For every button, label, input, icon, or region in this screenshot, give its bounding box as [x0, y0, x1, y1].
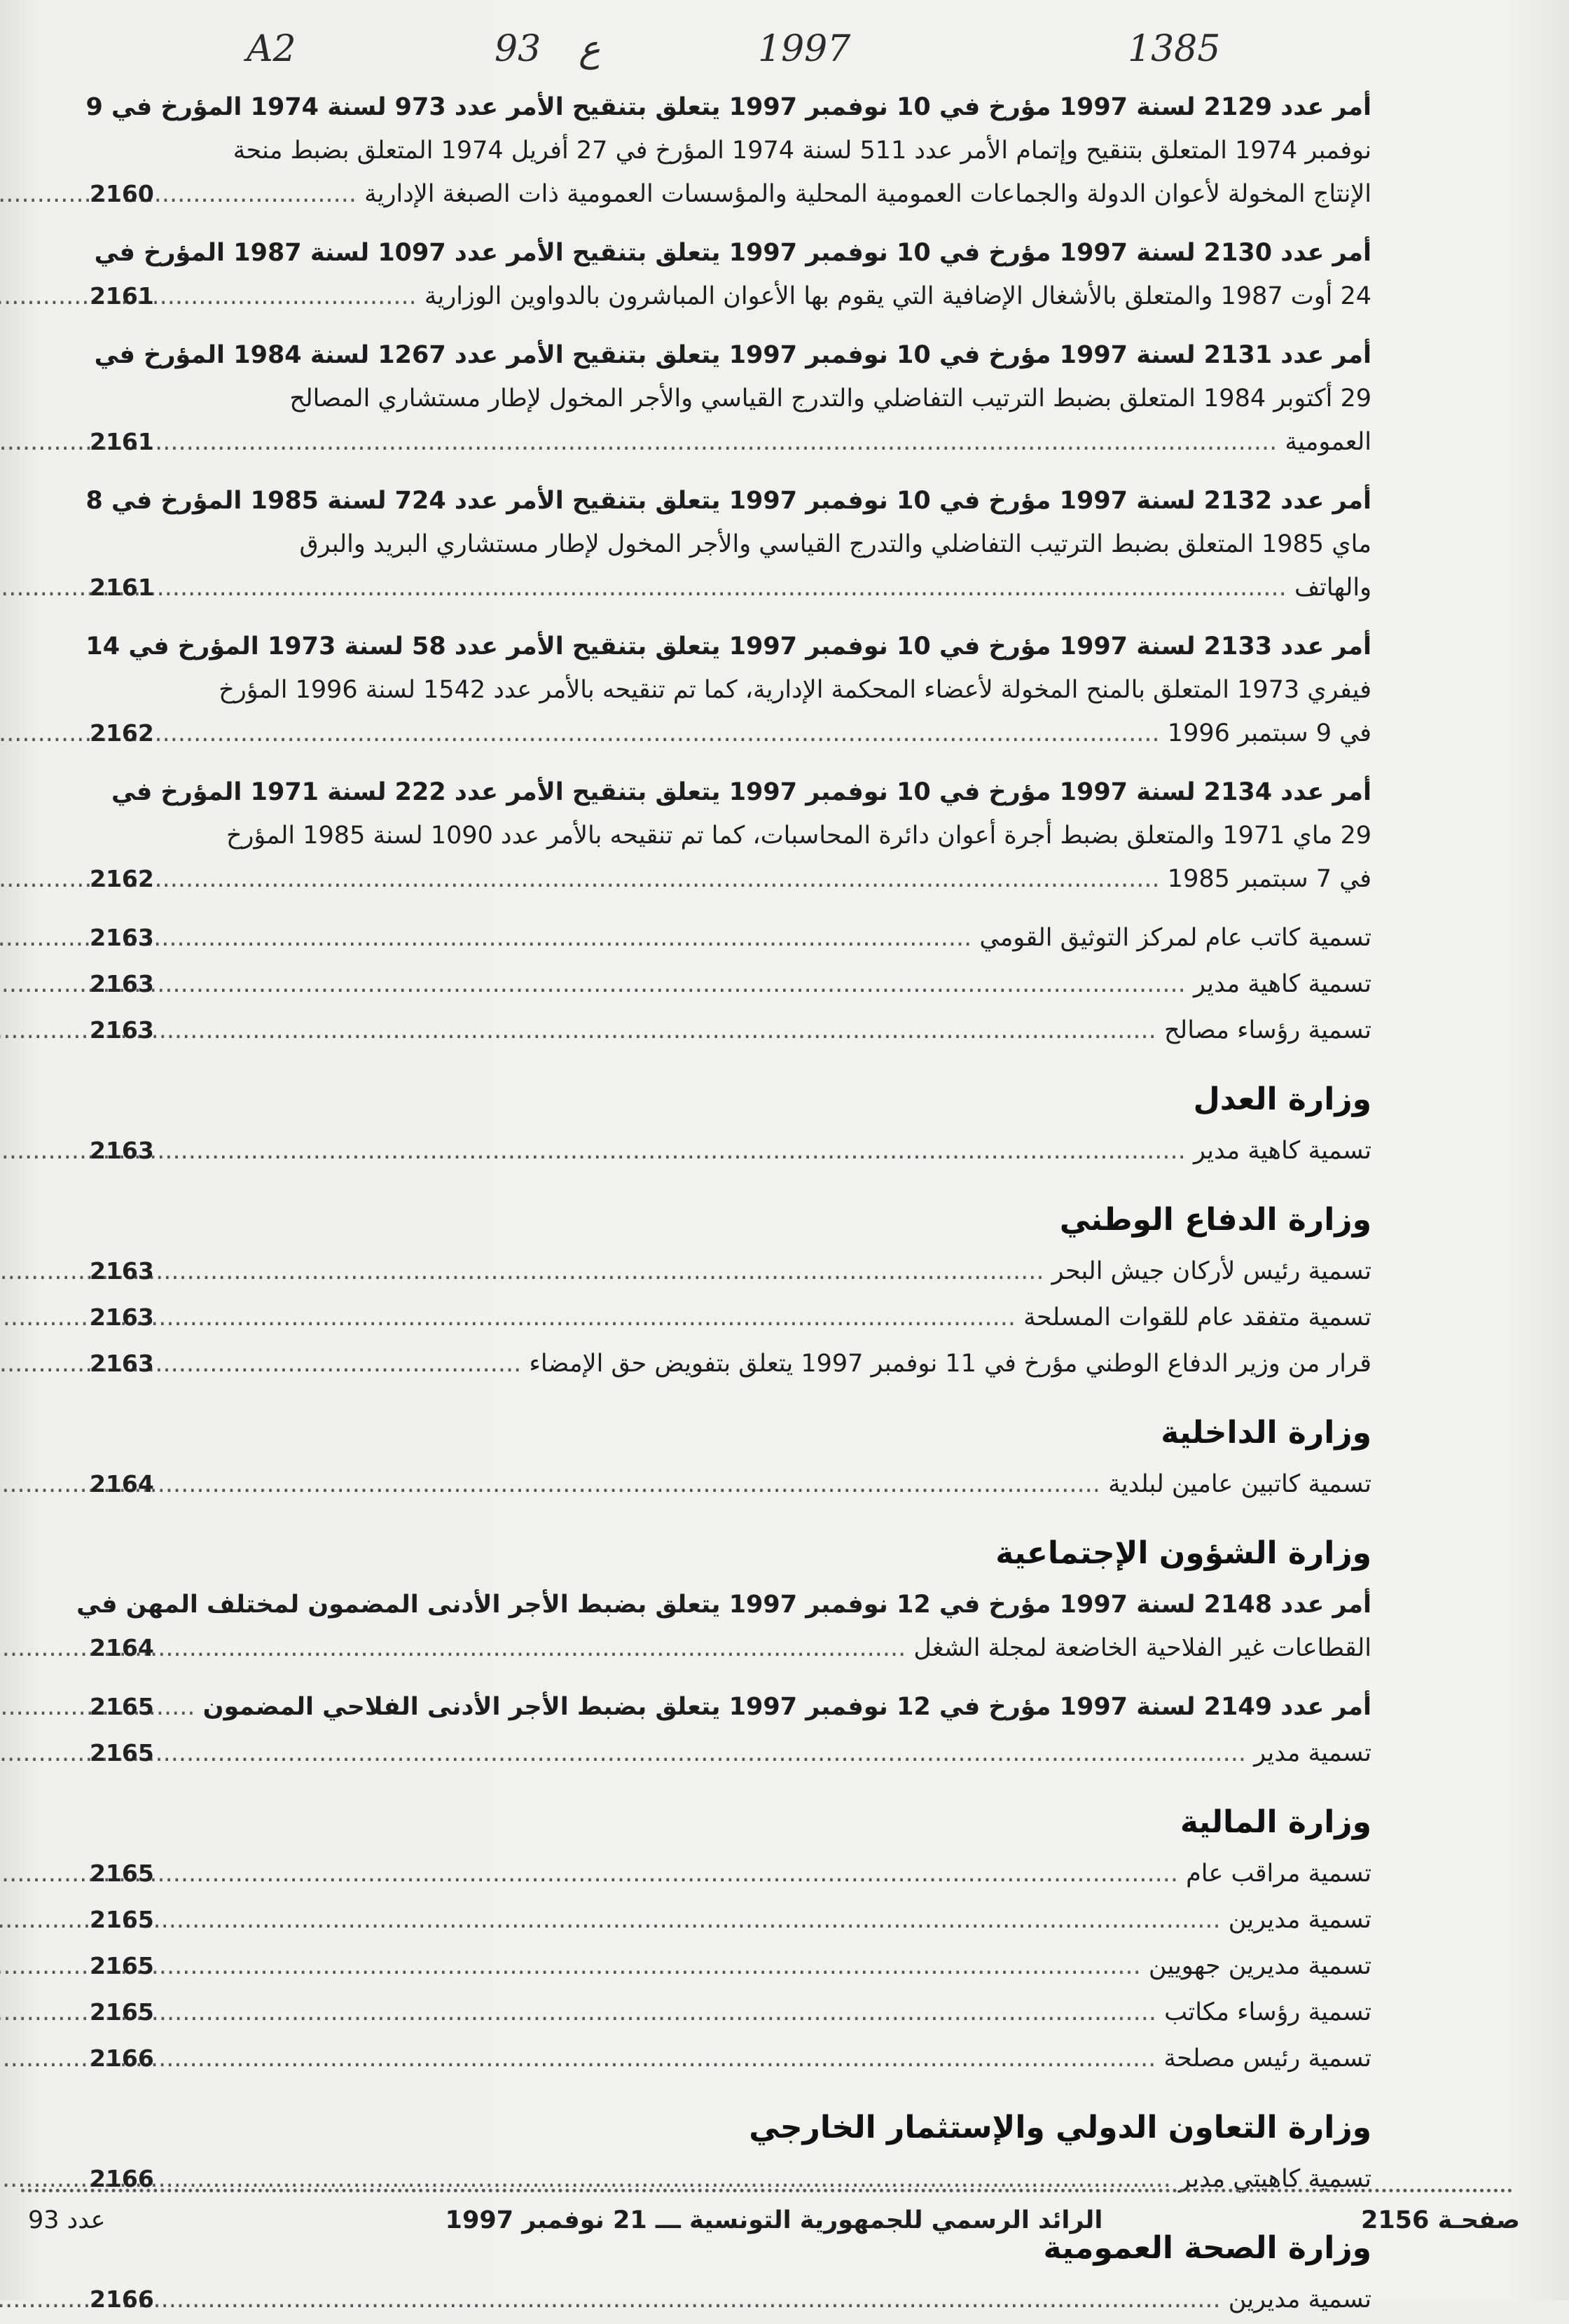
entry-text-line: تسمية كاهيتي مدير ..... [202, 2157, 1371, 2201]
entry-text-line: تسمية مديرين ..... [202, 2278, 1371, 2321]
ministry-heading: وزارة الصحة العمومية [1043, 2230, 1371, 2266]
page-number: 2163 [90, 1257, 154, 1285]
page-number: 2160 [90, 180, 154, 207]
footer-page-number: صفحـة 2156 [1360, 2206, 1520, 2234]
entry-text-line: أمر عدد 2131 لسنة 1997 مؤرخ في 10 نوفمبر 1997 يتعلق بتنقيح الأمر عدد 1267 لسنة 1984 المؤرخ في [94, 341, 1371, 369]
page-footer [28, 2206, 1520, 2248]
handwritten-note-number: 93 [495, 28, 541, 70]
entry-text-line: 29 ماي 1971 والمتعلق بضبط أجرة أعوان دائرة المحاسبات، كما تم تنقيحه بالأمر عدد 1090 لسنة 1985 المؤرخ [226, 822, 1371, 850]
toc-entry [90, 1731, 1371, 1778]
entry-text-line: تسمية رؤساء مصالح ..... [202, 1009, 1371, 1052]
toc-entry [90, 1342, 1371, 1388]
toc-entry [85, 85, 1371, 216]
toc-entry [90, 2037, 1371, 2083]
entry-text-line: أمر عدد 2133 لسنة 1997 مؤرخ في 10 نوفمبر 1997 يتعلق بتنقيح الأمر عدد 58 لسنة 1973 المؤرخ في 14 [85, 632, 1371, 660]
handwritten-note-left: A2 [247, 28, 296, 70]
entry-text-line: أمر عدد 2134 لسنة 1997 مؤرخ في 10 نوفمبر 1997 يتعلق بتنقيح الأمر عدد 222 لسنة 1971 المؤرخ في [111, 778, 1371, 806]
toc-entry [90, 1462, 1371, 1509]
page-number: 2164 [90, 1634, 154, 1661]
toc-entry [90, 333, 1371, 464]
toc-entry [76, 1583, 1371, 1670]
page-number: 2163 [90, 1137, 154, 1164]
page-number: 2165 [90, 1998, 154, 2026]
entry-text-line: تسمية مديرين ..... [202, 1898, 1371, 1942]
toc-entry [90, 1852, 1371, 1898]
entry-text-line: تسمية كاتبين عامين لبلدية ..... [202, 1462, 1371, 1506]
entry-text-line: تسمية مدير ..... [202, 1731, 1371, 1775]
toc-entry [90, 1129, 1371, 1175]
toc-entry [90, 1944, 1371, 1991]
toc-entry [90, 962, 1371, 1009]
footer-publication-title: الرائد الرسمي للجمهورية التونسية ـــ 21 نوفمبر 1997 [445, 2206, 1103, 2234]
page-number: 2166 [90, 2165, 154, 2192]
entry-text-line: القطاعات غير الفلاحية الخاضعة لمجلة الشغل ..... [202, 1626, 1371, 1670]
page-number: 2161 [90, 282, 154, 310]
page-number: 2165 [90, 1739, 154, 1766]
ministry-heading: وزارة العدل [1193, 1081, 1371, 1117]
page-number: 2163 [90, 970, 154, 997]
toc-entry [85, 479, 1371, 609]
page-number: 2165 [90, 1906, 154, 1933]
entry-text-line: تسمية كاتب عام لمركز التوثيق القومي ..... [202, 916, 1371, 960]
table-of-contents [76, 85, 1371, 2324]
handwritten-note-right: 1385 [1128, 28, 1221, 70]
ministry-heading: وزارة المالية [1180, 1804, 1371, 1840]
toc-entry [90, 2278, 1371, 2324]
entry-text-line: نوفمبر 1974 المتعلق بتنقيح وإتمام الأمر عدد 511 لسنة 1974 المؤرخ في 27 أفريل 1974 المتعلق بضبط منحة [233, 137, 1371, 165]
toc-entry [90, 916, 1371, 962]
toc-entry [90, 231, 1371, 318]
toc-entry [90, 2157, 1371, 2204]
page-number: 2163 [90, 924, 154, 951]
handwritten-note-year: 1997 [758, 28, 851, 70]
entry-text-line: تسمية مديرين جهويين ..... [202, 1944, 1371, 1988]
entry-text-line: تسمية مراقب عام ..... [202, 1852, 1371, 1895]
toc-entry [90, 1009, 1371, 1055]
entry-text-line: أمر عدد 2149 لسنة 1997 مؤرخ في 12 نوفمبر 1997 يتعلق بضبط الأجر الأدنى الفلاحي المضمون ..... [202, 1685, 1371, 1729]
entry-text-line: أمر عدد 2148 لسنة 1997 مؤرخ في 12 نوفمبر 1997 يتعلق بضبط الأجر الأدنى المضمون لمختلف المهن في [76, 1591, 1371, 1619]
toc-entry [90, 1296, 1371, 1342]
ministry-heading: وزارة الدفاع الوطني [1059, 1202, 1371, 1238]
entry-text-line: العمومية ..... [202, 420, 1371, 464]
page-number: 2164 [90, 1470, 154, 1498]
toc-entry [90, 1250, 1371, 1296]
entry-text-line: تسمية كاهية مدير ..... [202, 962, 1371, 1006]
entry-text-line: في 9 سبتمبر 1996 ..... [202, 712, 1371, 755]
page-number: 2166 [90, 2045, 154, 2072]
entry-text-line: فيفري 1973 المتعلق بالمنح المخولة لأعضاء المحكمة الإدارية، كما تم تنقيحه بالأمر عدد 1542 لسنة 1996 المؤرخ [219, 676, 1371, 704]
page-number: 2165 [90, 1860, 154, 1887]
entry-text-line: والهاتف ..... [202, 566, 1371, 609]
toc-entry [90, 1898, 1371, 1944]
entry-text-line: تسمية رئيس لأركان جيش البحر ..... [202, 1250, 1371, 1293]
entry-text-line: تسمية رئيس مصلحة ..... [202, 2037, 1371, 2080]
page-number: 2163 [90, 1350, 154, 1377]
entry-text-line: تسمية متفقد عام للقوات المسلحة ..... [202, 1296, 1371, 1339]
toc-entry [90, 770, 1371, 901]
entry-text-line: تسمية كاهية مدير ..... [202, 1129, 1371, 1173]
page-number: 2162 [90, 865, 154, 892]
page-number: 2165 [90, 1952, 154, 1979]
entry-text-line: أمر عدد 2132 لسنة 1997 مؤرخ في 10 نوفمبر 1997 يتعلق بتنقيح الأمر عدد 724 لسنة 1985 المؤرخ في 8 [85, 487, 1371, 515]
toc-entry [90, 1991, 1371, 2037]
entry-text-line: الإنتاج المخولة لأعوان الدولة والجماعات العمومية المحلية والمؤسسات العمومية ذات الصبغة الإدارية ..... [202, 172, 1371, 216]
ministry-heading: وزارة الشؤون الإجتماعية [995, 1535, 1371, 1571]
toc-entry [85, 625, 1371, 755]
entry-text-line: في 7 سبتمبر 1985 ..... [202, 857, 1371, 901]
entry-text-line: ماي 1985 المتعلق بضبط الترتيب التفاضلي والتدرج القياسي والأجر المخول لإطار مستشاري البريد والبرق [299, 530, 1371, 558]
page-number: 2161 [90, 428, 154, 455]
footer-divider [21, 2189, 1513, 2192]
handwritten-note-letter: ع [579, 28, 601, 70]
ministry-heading: وزارة التعاون الدولي والإستثمار الخارجي [749, 2110, 1371, 2145]
ministry-heading: وزارة الداخلية [1161, 1415, 1371, 1451]
page-number: 2161 [90, 574, 154, 601]
entry-text-line: أمر عدد 2129 لسنة 1997 مؤرخ في 10 نوفمبر 1997 يتعلق بتنقيح الأمر عدد 973 لسنة 1974 المؤرخ في 9 [85, 93, 1371, 121]
toc-entry [90, 1685, 1371, 1731]
entry-text-line: 24 أوت 1987 والمتعلق بالأشغال الإضافية التي يقوم بها الأعوان المباشرون بالدواوين الوزارية ..... [202, 275, 1371, 318]
entry-text-line: أمر عدد 2130 لسنة 1997 مؤرخ في 10 نوفمبر 1997 يتعلق بتنقيح الأمر عدد 1097 لسنة 1987 المؤرخ في [94, 239, 1371, 267]
page-number: 2163 [90, 1016, 154, 1044]
page-number: 2163 [90, 1303, 154, 1331]
footer-issue-number: عدد 93 [28, 2206, 106, 2234]
entry-text-line: تسمية رؤساء مكاتب ..... [202, 1991, 1371, 2034]
entry-text-line: 29 أكتوبر 1984 المتعلق بضبط الترتيب التفاضلي والتدرج القياسي والأجر المخول لإطار مستشاري المصالح [289, 385, 1371, 413]
entry-text-line: قرار من وزير الدفاع الوطني مؤرخ في 11 نوفمبر 1997 يتعلق بتفويض حق الإمضاء ..... [202, 1342, 1371, 1385]
page-number: 2162 [90, 719, 154, 747]
page-number: 2166 [90, 2285, 154, 2313]
page-number: 2165 [90, 1693, 154, 1720]
